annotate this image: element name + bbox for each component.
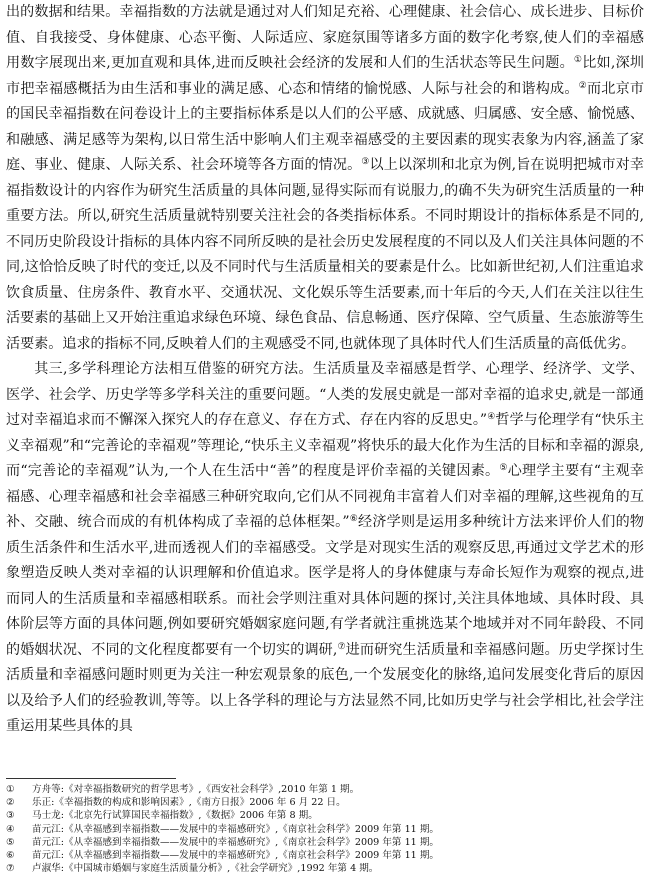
footnote — [6, 783, 644, 796]
footnote-text: 方舟等:《对幸福指数研究的哲学思考》,《西安社会科学》,2010 年第 1 期。 — [32, 784, 360, 795]
footnote-ref: ⑥ — [349, 514, 359, 524]
footnote — [6, 849, 644, 862]
footnote — [6, 836, 644, 849]
text-run: 经济学则是运用多种统计方法来评价人们的物质生活条件和生活水平,进而透视人们的幸福感受。文学是对现实生活的观察反思,再通过文学艺术的形象塑造反映人类对幸福的认识理解和价值追求。医学是将人的身体健康与寿命长短作为观察的视点,进而同人的生活质量和幸福感相联系。而社会学则注重对具体问题的探讨,关注具体地域、具体时段、具体阶层等方面的具体问题,例如要研究婚姻家庭问题,有学者就注重挑选某个地域并对不同年龄段、不同的婚姻状况、不同的文化程度都要有一个切实的调研, — [6, 514, 644, 658]
text-run: 以上以深圳和北京为例,旨在说明把城市对幸福指数设计的内容作为研究生活质量的具体问题,显得实际而有说服力,的确不失为研究生活质量的一种重要方法。所以,研究生活质量就特别要关注社会的各类指标体系。不同时期设计的指标体系是不同的,不同历史阶段设计指标的具体内容不同所反映的是社会历史发展程度的不同以及人们关注具体问题的不同,这恰恰反映了时代的变迁,以及不同时代与生活质量相关的要素是什么。比如新世纪初,人们注重追求饮食质量、住房条件、教育水平、交通状况、文化娱乐等生活要素,而十年后的今天,人们在关注以往生活要素的基础上又开始注重追求绿色环境、绿色食品、信息畅通、医疗保障、空气质量、生态旅游等生活要素。追求的指标不同,反映着人们的主观感受不同,也就体现了具体时代人们生活质量的高低优劣。 — [6, 157, 644, 352]
footnote-ref: ② — [578, 80, 587, 91]
footnote-marker: ⑥ — [6, 850, 15, 862]
text-run: 哲学与伦理学有“快乐主义幸福观”和“完善论的幸福观”等理论,“快乐主义幸福观”将快乐的最大化作为生活的目标和幸福的源泉,而“完善论的幸福观”认为,一个人在生活中“善”的程度是评价幸福的关键因素。 — [6, 412, 644, 479]
footnote — [6, 796, 644, 809]
footnote-marker: ② — [6, 797, 15, 809]
body-text — [6, 0, 644, 740]
footnote-text: 马士龙:《北京先行试算国民幸福指数》,《数据》2006 年第 8 期。 — [32, 810, 318, 822]
footnote-text: 苗元江:《从幸福感到幸福指数——发展中的幸福感研究》,《南京社会科学》2009 年第 11 期。 — [32, 823, 440, 835]
footnote-marker: ④ — [6, 823, 15, 835]
footnotes — [6, 783, 644, 875]
footnote-ref: ⑦ — [337, 641, 346, 652]
text-run: 比如,深圳市把幸福感概括为由生活和事业的满足感、心态和情绪的愉悦感、人际与社会的和谐构成。 — [6, 55, 644, 97]
footnote-text: 乐正:《幸福指数的构成和影响因素》,《南方日报》2006 年 6 月 22 日。 — [32, 797, 346, 809]
footnote-marker: ③ — [6, 810, 15, 822]
paragraph — [6, 357, 644, 740]
footnote-ref: ④ — [487, 412, 496, 422]
footnote — [6, 862, 644, 875]
text-run: 而北京市的国民幸福指数在问卷设计上的主要指标体系是以人们的公平感、成就感、归属感、安全感、愉悦感、和融感、满足感等为架构,以日常生活中影响人们主观幸福感受的主要因素的现实表象为内容,涵盖了家庭、事业、健康、人际关系、社会环境等各方面的情况。 — [6, 80, 644, 173]
paragraph — [6, 0, 644, 357]
footnote — [6, 809, 644, 822]
text-run: 进而研究生活质量和幸福感问题。历史学探讨生活质量和幸福感问题时则更为关注一种宏观景象的底色,一个发展变化的脉络,追问发展变化背后的原因以及给予人们的经验教训,等等。以上各学科的理论与方法显然不同,比如历史学与社会学相比,社会学注重运用某些具体的具 — [6, 641, 644, 734]
text-run: 其三,多学科理论方法相互借鉴的研究方法。生活质量及幸福感是哲学、心理学、经济学、文学、医学、社会学、历史学等多学科关注的重要问题。“人类的发展史就是一部对幸福的追求史,就是一部通过对幸福追求而不懈深入探究人的存在意义、存在方式、存在内容的反思史。” — [6, 361, 644, 428]
footnote-ref: ③ — [361, 157, 370, 167]
footnote-ref: ① — [573, 55, 583, 65]
footnote-ref: ⑤ — [499, 463, 508, 473]
page — [6, 0, 644, 740]
footnote-marker: ① — [6, 784, 15, 795]
footnote-marker: ⑤ — [6, 836, 15, 848]
footnote-marker: ⑦ — [6, 863, 15, 875]
footnote — [6, 823, 644, 836]
footnote-text: 卢淑华:《中国城市婚姻与家庭生活质量分析》,《社会学研究》,1992 年第 4 期。 — [32, 863, 379, 875]
footnote-text: 苗元江:《从幸福感到幸福指数——发展中的幸福感研究》,《南京社会科学》2009 年第 11 期。 — [32, 850, 440, 862]
text-run: 心理学主要有“主观幸福感、心理幸福感和社会幸福感三种研究取向,它们从不同视角丰富着人们对幸福的理解,这些视角的互补、交融、统合而成的有机体构成了幸福的总体框架。” — [6, 463, 644, 530]
footnote-text: 苗元江:《从幸福感到幸福指数——发展中的幸福感研究》,《南京社会科学》2009 年第 11 期。 — [32, 836, 440, 848]
text-run: 出的数据和结果。幸福指数的方法就是通过对人们知足充裕、心理健康、社会信心、成长进步、目标价值、自我接受、身体健康、心态平衡、人际适应、家庭氛围等诸多方面的数字化考察,使人们的幸福感用数字展现出来,更加直观和具体,进而反映社会经济的发展和人们的生活状态等民生问题。 — [6, 4, 644, 71]
footnote-divider — [6, 778, 176, 779]
